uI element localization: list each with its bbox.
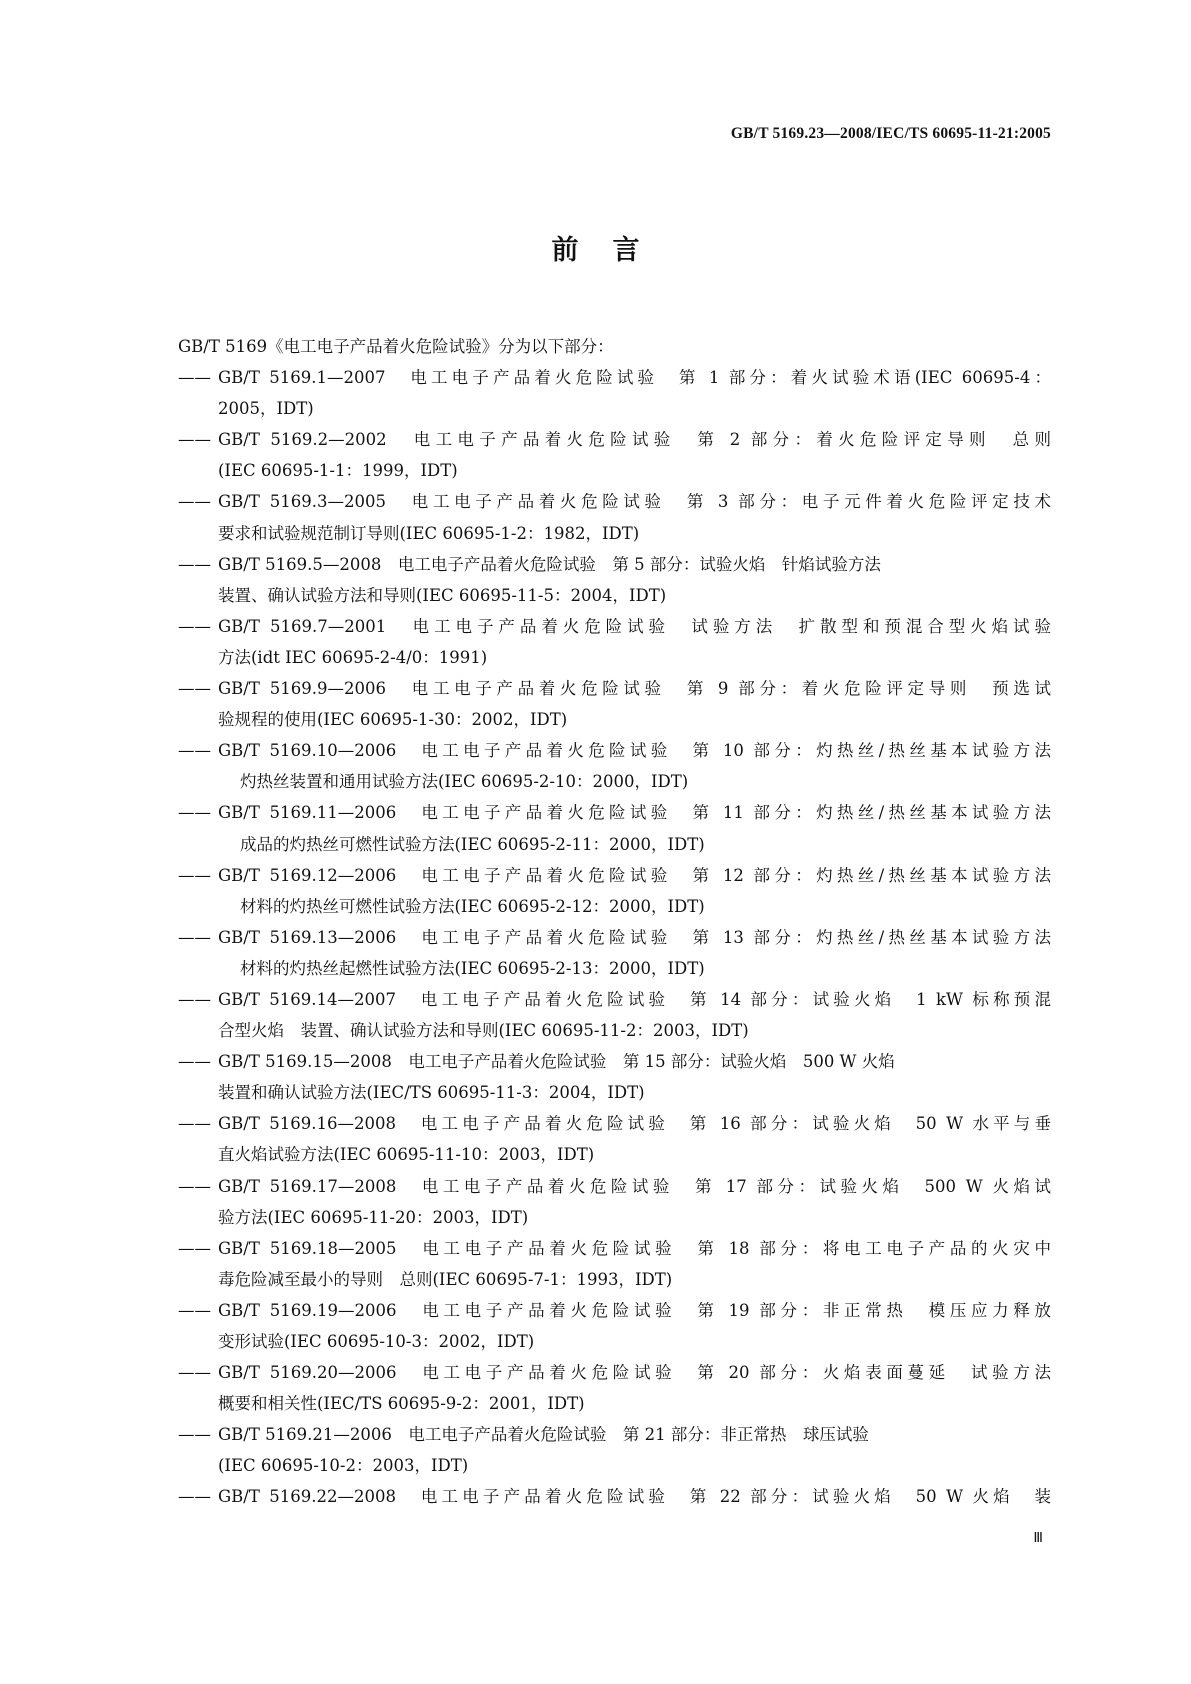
list-dash: —— [178, 741, 211, 761]
list-dash: —— [178, 1487, 211, 1507]
list-item-line2: 概要和相关性(IEC/TS 60695-9-2：2001，IDT) [218, 1394, 585, 1414]
list-item-line1: GB/T 5169.3—2005 电工电子产品着火危险试验 第 3 部分：电子元件着火危险评定技术 [218, 492, 1051, 512]
list-item-line2: 灼热丝装置和通用试验方法(IEC 60695-2-10：2000，IDT) [240, 772, 689, 792]
list-item [178, 1419, 1051, 1481]
list-dash: —— [178, 616, 211, 636]
list-item [178, 860, 1051, 922]
list-dash: —— [178, 368, 211, 388]
list-item-line1: GB/T 5169.16—2008 电工电子产品着火危险试验 第 16 部分：试验火焰 50 W 水平与垂 [218, 1114, 1051, 1134]
standard-code-header: GB/T 5169.23—2008/IEC/TS 60695-11-21:2005 [730, 125, 1051, 142]
list-item [178, 922, 1051, 984]
list-dash: —— [178, 989, 211, 1009]
list-item-line1: GB/T 5169.22—2008 电工电子产品着火危险试验 第 22 部分：试验火焰 50 W 火焰 装 [218, 1487, 1051, 1507]
list-dash: —— [178, 554, 211, 574]
list-dash: —— [178, 927, 211, 947]
list-item [178, 673, 1051, 735]
list-dash: —— [178, 492, 211, 512]
list-item-line1: GB/T 5169.7—2001 电工电子产品着火危险试验 试验方法 扩散型和预混合型火焰试验 [218, 616, 1051, 636]
list-item-line2: 要求和试验规范制订导则(IEC 60695-1-2：1982，IDT) [218, 523, 640, 543]
list-item [178, 424, 1051, 486]
list-dash: —— [178, 1052, 211, 1072]
list-item [178, 797, 1051, 859]
list-item-line2: 材料的灼热丝起燃性试验方法(IEC 60695-2-13：2000，IDT) [240, 958, 705, 978]
list-item [178, 984, 1051, 1046]
list-dash: —— [178, 1300, 211, 1320]
list-item-line2: 2005，IDT) [218, 399, 314, 419]
list-item-line2: 直火焰试验方法(IEC 60695-11-10：2003，IDT) [218, 1145, 595, 1165]
page-title: 前言 [551, 235, 674, 266]
list-item-line1: GB/T 5169.20—2006 电工电子产品着火危险试验 第 20 部分：火焰表面蔓延 试验方法 [218, 1363, 1051, 1383]
list-item-line2: (IEC 60695-1-1：1999，IDT) [218, 461, 458, 481]
list-item-line1: GB/T 5169.15—2008 电工电子产品着火危险试验 第 15 部分：试验火焰 500 W 火焰 [218, 1052, 895, 1072]
list-item [178, 1108, 1051, 1170]
list-item-line2: 验方法(IEC 60695-11-20：2003，IDT) [218, 1207, 529, 1227]
page-number: Ⅲ [1033, 1531, 1043, 1546]
list-item-line1: GB/T 5169.12—2006 电工电子产品着火危险试验 第 12 部分：灼热丝/热丝基本试验方法 [218, 865, 1051, 885]
list-item [178, 1046, 1051, 1108]
list-item [178, 1357, 1051, 1419]
list-dash: —— [178, 1363, 211, 1383]
intro-paragraph: GB/T 5169《电工电子产品着火危险试验》分为以下部分： [178, 337, 614, 356]
list-item-line1: GB/T 5169.19—2006 电工电子产品着火危险试验 第 19 部分：非正常热 模压应力释放 [218, 1300, 1051, 1320]
list-item-line1: GB/T 5169.10—2006 电工电子产品着火危险试验 第 10 部分：灼热丝/热丝基本试验方法 [218, 741, 1051, 761]
list-dash: —— [178, 865, 211, 885]
list-item-line2: 装置、确认试验方法和导则(IEC 60695-11-5：2004，IDT) [218, 585, 667, 605]
list-item-line2: 毒危险减至最小的导则 总则(IEC 60695-7-1：1993，IDT) [218, 1269, 673, 1289]
list-item-line1: GB/T 5169.17—2008 电工电子产品着火危险试验 第 17 部分：试验火焰 500 W 火焰试 [218, 1176, 1051, 1196]
list-item-line2: (IEC 60695-10-2：2003，IDT) [218, 1456, 469, 1476]
list-item-line2: 方法(idt IEC 60695-2-4/0：1991) [218, 647, 488, 667]
list-dash: —— [178, 1114, 211, 1134]
list-item-line1: GB/T 5169.21—2006 电工电子产品着火危险试验 第 21 部分：非正常热 球压试验 [218, 1425, 869, 1445]
list-item [178, 735, 1051, 797]
list-item-line1: GB/T 5169.5—2008 电工电子产品着火危险试验 第 5 部分：试验火焰 针焰试验方法 [218, 554, 881, 574]
foreword-body [178, 331, 1051, 1513]
list-dash: —— [178, 1238, 211, 1258]
list-item-line1: GB/T 5169.11—2006 电工电子产品着火危险试验 第 11 部分：灼热丝/热丝基本试验方法 [218, 803, 1051, 823]
list-item-line2: 材料的灼热丝可燃性试验方法(IEC 60695-2-12：2000，IDT) [240, 896, 705, 916]
list-item [178, 1295, 1051, 1357]
list-item [178, 1481, 1051, 1512]
list-item [178, 549, 1051, 611]
list-dash: —— [178, 1425, 211, 1445]
list-item [178, 362, 1051, 424]
list-item-line1: GB/T 5169.13—2006 电工电子产品着火危险试验 第 13 部分：灼热丝/热丝基本试验方法 [218, 927, 1051, 947]
list-item-line2: 成品的灼热丝可燃性试验方法(IEC 60695-2-11：2000，IDT) [240, 834, 705, 854]
list-item-line1: GB/T 5169.9—2006 电工电子产品着火危险试验 第 9 部分：着火危险评定导则 预选试 [218, 679, 1051, 699]
list-item-line2: 验规程的使用(IEC 60695-1-30：2002，IDT) [218, 710, 568, 730]
list-item-line2: 装置和确认试验方法(IEC/TS 60695-11-3：2004，IDT) [218, 1083, 645, 1103]
list-dash: —— [178, 679, 211, 699]
list-item-line2: 合型火焰 装置、确认试验方法和导则(IEC 60695-11-2：2003，IDT) [218, 1021, 749, 1041]
list-item [178, 1233, 1051, 1295]
list-item-line1: GB/T 5169.1—2007 电工电子产品着火危险试验 第 1 部分：着火试验术语(IEC 60695-4： [218, 368, 1051, 388]
list-dash: —— [178, 430, 211, 450]
list-item-line1: GB/T 5169.18—2005 电工电子产品着火危险试验 第 18 部分：将电工电子产品的火灾中 [218, 1238, 1051, 1258]
list-item-line2: 变形试验(IEC 60695-10-3：2002，IDT) [218, 1332, 535, 1351]
standards-list [178, 362, 1051, 1512]
list-dash: —— [178, 1176, 211, 1196]
list-item [178, 611, 1051, 673]
list-item [178, 1171, 1051, 1233]
list-item [178, 486, 1051, 548]
list-item-line1: GB/T 5169.2—2002 电工电子产品着火危险试验 第 2 部分：着火危险评定导则 总则 [218, 430, 1051, 450]
list-dash: —— [178, 803, 211, 823]
list-item-line1: GB/T 5169.14—2007 电工电子产品着火危险试验 第 14 部分：试验火焰 1 kW 标称预混 [218, 989, 1051, 1009]
